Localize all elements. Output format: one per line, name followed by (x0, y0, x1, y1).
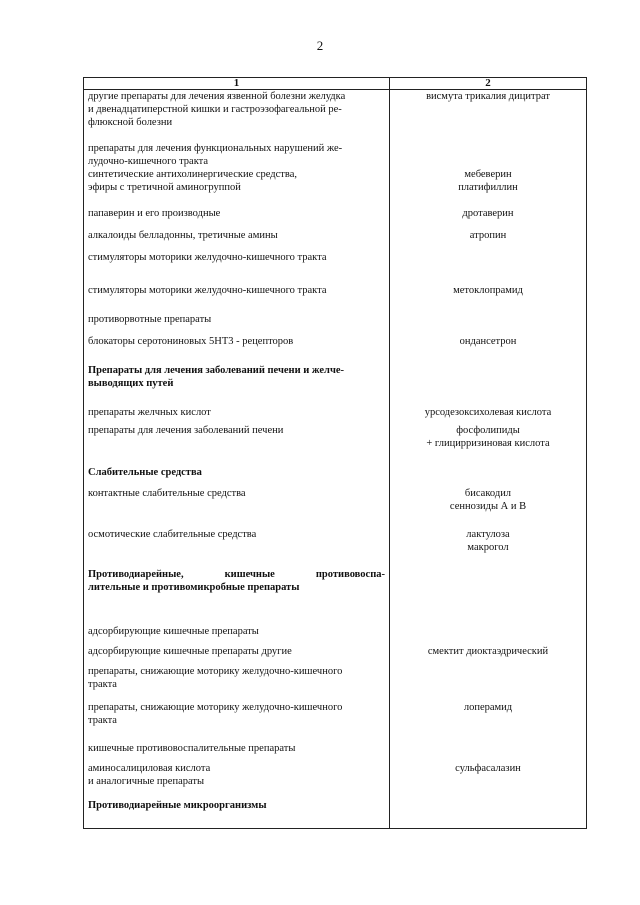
table-row (84, 762, 587, 799)
table-row (84, 528, 587, 568)
category-text-line: осмотические слабительные средства (88, 528, 257, 540)
drug-name: + глицирризиновая кислота (426, 437, 550, 449)
section-heading-cell (84, 799, 390, 829)
category-text-line: синтетические антихолинергические средства, (88, 168, 297, 180)
column-header-2: 2 (390, 78, 587, 90)
category-cell (84, 207, 390, 229)
category-cell (84, 284, 390, 313)
category-cell (84, 168, 390, 207)
category-text-line: препараты для лечения заболеваний печени (88, 424, 284, 436)
medication-table (83, 77, 587, 829)
drug-name: смектит диоктаэдрический (427, 645, 549, 657)
drug-cell (390, 742, 587, 762)
category-text-line: эфиры с третичной аминогруппой (88, 181, 241, 193)
category-text-line: и аналогичные препараты (88, 775, 205, 787)
section-heading-cell (84, 466, 390, 487)
drug-cell (390, 335, 587, 364)
category-text-line: алкалоиды белладонны, третичные амины (88, 229, 278, 241)
drug-name: мебеверин (464, 168, 512, 180)
category-text-line: Препараты для лечения заболеваний печени и желче- (88, 364, 345, 376)
table-row (84, 364, 587, 406)
page-number: 2 (316, 38, 324, 53)
drug-cell (390, 528, 587, 568)
drug-cell (390, 701, 587, 742)
drug-name: макрогол (467, 541, 509, 553)
drug-name: платифиллин (458, 181, 518, 193)
drug-name: лоперамид (463, 701, 513, 713)
section-heading-cell (84, 364, 390, 406)
table-row (84, 466, 587, 487)
category-cell (84, 142, 390, 168)
table-row (84, 424, 587, 466)
category-text-line: адсорбирующие кишечные препараты (88, 625, 259, 637)
category-text-line: кишечные противовоспалительные препараты (88, 742, 296, 754)
drug-name: фосфолипиды (456, 424, 520, 436)
category-text-line: лительные и противомикробные препараты (88, 581, 300, 593)
table-row (84, 90, 587, 142)
table-row (84, 568, 587, 625)
table-row (84, 284, 587, 313)
table-row (84, 313, 587, 335)
table-row (84, 665, 587, 701)
drug-cell (390, 625, 587, 645)
drug-cell (390, 229, 587, 251)
category-cell (84, 528, 390, 568)
category-text-line: адсорбирующие кишечные препараты другие (88, 645, 292, 657)
category-text-line: препараты желчных кислот (88, 406, 211, 418)
column-header-1: 1 (84, 78, 390, 90)
drug-name: висмута трикалия дицитрат (426, 91, 550, 102)
drug-name: сульфасалазин (455, 762, 521, 774)
category-text-line: препараты для лечения функциональных нарушений же- (88, 142, 343, 154)
category-text-line: и двенадцатиперстной кишки и гастроэзофагеальной ре- (88, 104, 342, 115)
category-cell (84, 335, 390, 364)
category-cell (84, 487, 390, 528)
drug-cell (390, 207, 587, 229)
drug-cell (390, 424, 587, 466)
drug-cell (390, 645, 587, 665)
category-cell (84, 701, 390, 742)
category-cell (84, 406, 390, 424)
category-text-line: стимуляторы моторики желудочно-кишечного тракта (88, 284, 327, 296)
category-cell (84, 251, 390, 284)
drug-cell (390, 142, 587, 168)
drug-cell (390, 665, 587, 701)
category-text-line: препараты, снижающие моторику желудочно-кишечного (88, 665, 343, 677)
drug-name: ондансетрон (459, 335, 517, 347)
category-cell (84, 313, 390, 335)
drug-cell (390, 313, 587, 335)
category-text-line: тракта (88, 714, 117, 726)
category-text-line: контактные слабительные средства (88, 487, 246, 499)
category-cell (84, 645, 390, 665)
drug-name: метоклопрамид (453, 284, 523, 296)
drug-cell (390, 406, 587, 424)
table-row (84, 742, 587, 762)
category-text-line: Слабительные средства (88, 466, 202, 478)
category-text-line: препараты, снижающие моторику желудочно-кишечного (88, 701, 343, 713)
drug-name: атропин (469, 229, 507, 241)
category-text-line: другие препараты для лечения язвенной болезни желудка (88, 91, 346, 102)
category-cell (84, 665, 390, 701)
table-row (84, 335, 587, 364)
category-cell (84, 762, 390, 799)
category-text-line: лудочно-кишечного тракта (88, 155, 209, 167)
category-cell (84, 90, 390, 142)
table-row (84, 799, 587, 829)
category-text-line: Противодиарейные, кишечные противовоспа- (88, 568, 385, 580)
category-text-line: флюксной болезни (88, 117, 173, 128)
table-row (84, 142, 587, 168)
table-row (84, 625, 587, 645)
drug-cell (390, 487, 587, 528)
drug-cell (390, 568, 587, 625)
table-row (84, 251, 587, 284)
category-text-line: тракта (88, 678, 117, 690)
table-row (84, 168, 587, 207)
table-row (84, 487, 587, 528)
drug-cell (390, 284, 587, 313)
category-cell (84, 424, 390, 466)
category-text-line: папаверин и его производные (88, 207, 221, 219)
drug-name: бисакодил (464, 487, 512, 499)
table-row (84, 701, 587, 742)
category-text-line: блокаторы серотониновых 5НТ3 - рецепторов (88, 335, 294, 347)
category-cell (84, 625, 390, 645)
category-text-line: противорвотные препараты (88, 313, 212, 325)
section-heading-cell (84, 568, 390, 625)
category-text-line: выводящих путей (88, 377, 174, 389)
drug-name: урсодезоксихолевая кислота (424, 406, 552, 418)
drug-cell (390, 466, 587, 487)
table-row (84, 645, 587, 665)
table-header-row (84, 78, 587, 90)
drug-cell (390, 90, 587, 142)
drug-cell (390, 762, 587, 799)
category-text-line: Противодиарейные микроорганизмы (88, 799, 267, 811)
category-text-line: стимуляторы моторики желудочно-кишечного тракта (88, 251, 327, 263)
category-text-line: аминосалициловая кислота (88, 762, 211, 774)
drug-cell (390, 799, 587, 829)
drug-cell (390, 168, 587, 207)
table-row (84, 207, 587, 229)
drug-name: лактулоза (466, 528, 510, 540)
drug-name: сеннозиды А и В (449, 500, 527, 512)
category-cell (84, 229, 390, 251)
drug-cell (390, 364, 587, 406)
table-row (84, 406, 587, 424)
drug-cell (390, 251, 587, 284)
table-row (84, 229, 587, 251)
category-cell (84, 742, 390, 762)
drug-name: дротаверин (462, 207, 514, 219)
